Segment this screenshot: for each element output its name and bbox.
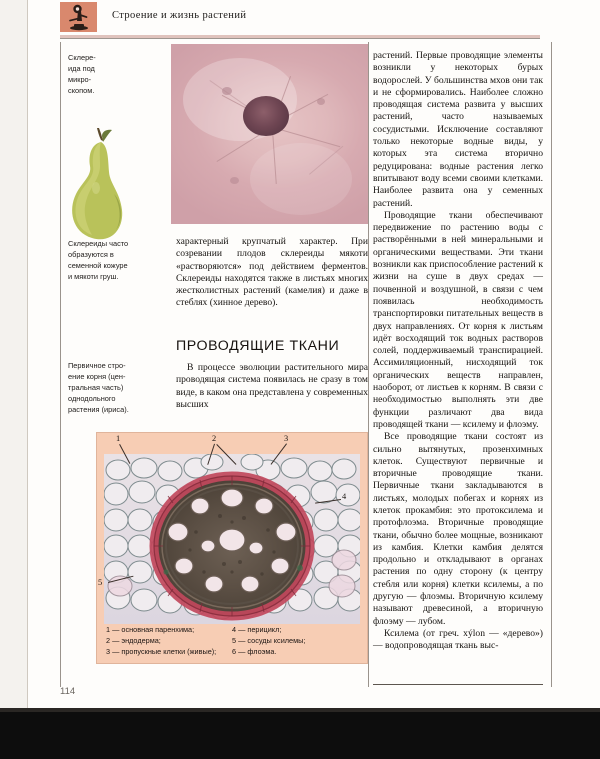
- page-header: [60, 2, 540, 32]
- legend-item: 6 — флоэма.: [232, 647, 277, 656]
- header-rule-thin: [60, 38, 540, 39]
- page-number: 114: [60, 686, 76, 697]
- caption-line: Склере-: [68, 53, 96, 62]
- footnote-rule: [373, 684, 543, 685]
- middle-paragraph-2: В процессе эволюции растительного мира проводящая система появилась не сразу в том виде, в каком она представлена у современных высших: [176, 362, 368, 410]
- legend-column-right: [232, 624, 358, 657]
- figure-callout-1: 1: [116, 434, 121, 443]
- page-edge-line: [551, 42, 552, 687]
- legend-item: 3 — пропускные клетки (живые);: [106, 647, 217, 656]
- scanner-background: [0, 712, 600, 759]
- caption-line: ение корня (цен-: [68, 372, 126, 381]
- figure-callout-4: 4: [342, 492, 347, 501]
- page-gutter: [0, 0, 28, 712]
- middle-paragraph-1: характерный крупчатый характер. При созревании плодов склереиды мякоти «растворяются» под действием ферментов. Склереиды находятся также в листьях многих жестколистных растений (камелия) и даже в стеблях (хинное дерево).: [176, 236, 368, 309]
- legend-item: 4 — перицикл;: [232, 625, 282, 634]
- column-divider-right: [368, 42, 369, 687]
- right-column: [373, 50, 543, 653]
- right-paragraph-4: Ксилема (от греч. xýlon — «дерево») — водопроводящая ткань выс-: [373, 627, 543, 652]
- micrograph-image: [171, 44, 368, 224]
- figure-callout-3: 3: [284, 434, 289, 443]
- caption-figure: [68, 360, 168, 415]
- figure-callout-2: 2: [212, 434, 217, 443]
- caption-line: Первичное стро-: [68, 361, 126, 370]
- caption-line: Склереиды часто: [68, 239, 129, 248]
- caption-line: семенной кожуре: [68, 261, 128, 270]
- caption-line: ида под: [68, 64, 95, 73]
- caption-line: однодольного: [68, 394, 116, 403]
- caption-line: тральная часть): [68, 383, 124, 392]
- page-title: Строение и жизнь растений: [112, 10, 247, 21]
- caption-line: и мякоти груш.: [68, 272, 119, 281]
- pear-illustration: [62, 128, 134, 246]
- gutter-divider: [27, 0, 28, 712]
- caption-line: растения (ириса).: [68, 405, 129, 414]
- caption-line: скопом.: [68, 86, 95, 95]
- figure-callout-5: 5: [98, 578, 103, 587]
- legend-item: 5 — сосуды ксилемы;: [232, 636, 306, 645]
- legend-item: 1 — основная паренхима;: [106, 625, 195, 634]
- legend-column-left: [106, 624, 232, 657]
- root-cross-section-image: [104, 454, 360, 624]
- column-divider-left: [60, 42, 61, 687]
- legend-item: 2 — эндодерма;: [106, 636, 161, 645]
- figure-root-cross-section: [96, 432, 368, 664]
- caption-micrograph: [68, 52, 168, 96]
- right-paragraph-3: Все проводящие ткани состоят из сильно вытянутых, прозенхимных клеток. Существуют первичные и вторичные проводящие ткани. Первичные ткани закладываются в листьях, молодых побегах и корнях из клеток прокамбия: это протоксилема и протофлоэма. Вторичные проводящие ткани, обычно более мощные, возникают из камбия. Клетки камбия делятся продольно и откладывают в органах растения по одну сторону (к центру стебля или корня) клетки ксилемы, а по другую — флоэмы. Вторичную ксилему называют древесиной, а вторичную флоэму — лубом.: [373, 431, 543, 627]
- section-heading: ПРОВОДЯЩИЕ ТКАНИ: [176, 338, 340, 354]
- figure-legend: [106, 624, 358, 657]
- caption-line: образуются в: [68, 250, 114, 259]
- caption-pear: [68, 238, 168, 282]
- caption-line: микро-: [68, 75, 92, 84]
- microscope-icon: [60, 2, 97, 32]
- right-paragraph-1: растений. Первые проводящие элементы возникли у некоторых бурых водорослей. У большинства мхов они так и не сформировались. Наиболее сложно проводящая система развита у высших растений, часто называемых сосудистыми. Исключение составляют только некоторые водные виды, у которых эта система вторично редуцирована: водные растения легко впитывают воду всеми своими клетками. Наиболее развита она у семенных растений.: [373, 50, 543, 209]
- right-paragraph-2: Проводящие ткани обеспечивают передвижение по растению воды с растворёнными в ней минеральными и органическими веществами. Эти ткани возникли как приспособление растений к жизни на суше в двух средах — почвенной и воздушной, в связи с чем появилась необходимость транспортировки питательных веществ в двух направлениях. От корня к листьям идёт восходящий ток водных растворов солей, поддерживаемый транспирацией. Ассимиляционный, нисходящий ток органических веществ направлен, наоборот, от листьев к корням. В связи с необходимостью выполнять эти две функции различают два вида проводящей ткани — ксилему и флоэму.: [373, 209, 543, 430]
